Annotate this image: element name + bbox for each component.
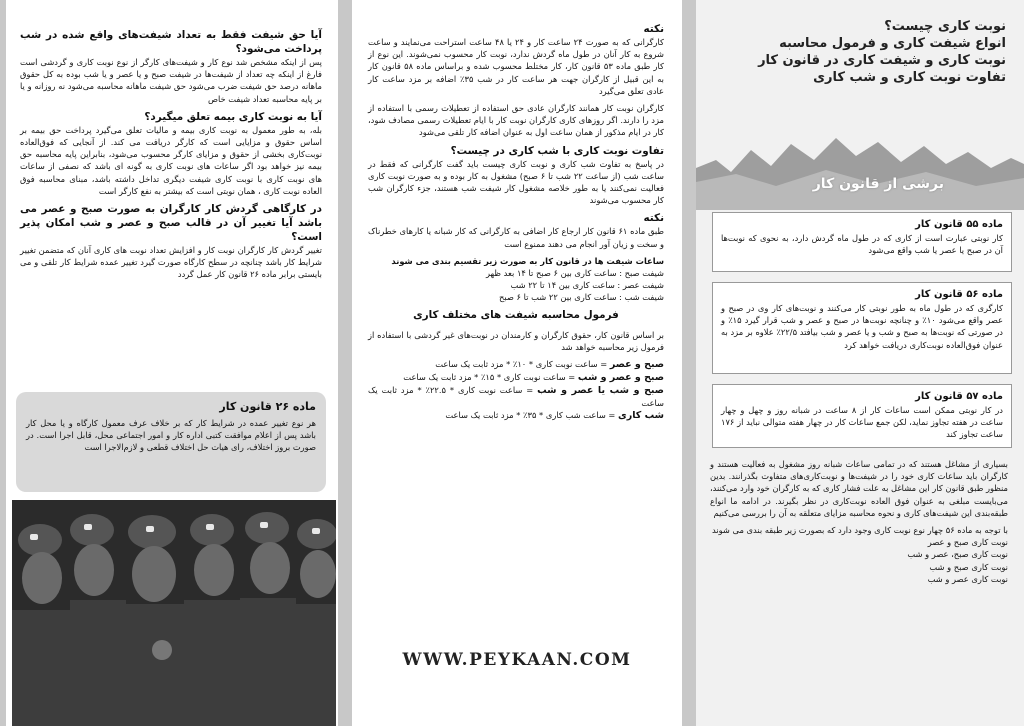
formula-line xyxy=(368,371,664,384)
article-heading: ماده ۵۶ قانون کار xyxy=(915,289,1003,300)
shift-type-item: نوبت کاری صبح، عصر و شب xyxy=(907,549,1008,560)
intro-paragraph: بسیاری از مشاغل هستند که در تمامی ساعات شبانه روز مشغول به فعالیت هستند و کارگران باید ساعات کاری خود را در شیفت‌ها و نوبت‌کاری‌های متفاوت بگذرانند. بدین منظور طبق قانون کار این مشاغل به علت فشار کاری که به کارگران خود وارد می‌کنند، می‌بایست مبلغی به عنوان فوق العاده نوبت‌کاری در نظر بگیرند. در ادامه ما انواع طبقه‌بندی این شیفت‌های کاری و نحوه محاسبه مزایای متعلقه به آن را بررسی می‌کنیم xyxy=(710,459,1008,518)
left-content xyxy=(20,28,322,281)
formula-line xyxy=(368,409,664,422)
section-heading: تفاوت نوبت کاری با شب کاری در چیست؟ xyxy=(450,144,664,157)
shift-type-item: نوبت کاری صبح و عصر xyxy=(927,537,1008,548)
left-panel xyxy=(6,0,338,726)
question-answer: تغییر گردش کار کارگران نوبت کار و افزایش تعداد نوبت های کاری آنان که متضمن تغییر شرایط کار باشد چنانچه در سطح کارگاه صورت گیرد تغییر عمده شرایط کار تلقی و می بایستی برابر ماده ۲۶ قانون کار عمل گردد xyxy=(20,245,322,280)
question-heading: آیا به نوبت کاری بیمه تعلق میگیرد؟ xyxy=(144,110,322,123)
formula-label: صبح و عصر xyxy=(609,359,664,371)
miners-photo xyxy=(12,500,336,726)
main-title xyxy=(714,18,1006,86)
formula-text: = ساعت نوبت کاری * ۲۲.۵٪ * مزد ثابت یک ساعت xyxy=(368,385,664,409)
middle-panel xyxy=(352,0,682,726)
article-text: کار نوبتی عبارت است از کاری که در طول ماه گردش دارد، به نحوی که نوبت‌ها آن در صبح یا عصر یا شب واقع می‌شود xyxy=(721,233,1003,256)
mountain-graphic xyxy=(696,130,1024,210)
formula-text: = ساعت نوبت کاری * ۱۵٪ * مزد ثابت یک ساعت xyxy=(403,372,576,383)
question-answer: بله، به طور معمول به نوبت کاری بیمه و مالیات تعلق می‌گیرد پرداخت حق بیمه بر اساس حقوق و مزایایی است که کارگر دریافت می کند. از آنجایی که فوق‌العاده نوبت‌کاری بخشی از حقوق و مزایای کارگر محسوب می‌شود، بنابراین پایه محاسبه حق بیمه نیز خواهد بود اگر ساعات های نوبت کاری به گونه ای باشد که نصفی از ساعات های نوبت کاری با نوبت کاری شیفت دیگری تداخل داشته باشد، مبنای محاسبه فوق العاده نوبت کاری ، همان نوبتی است که بیشتر به نفع کارگر است xyxy=(20,124,322,196)
formula-line xyxy=(368,358,664,371)
formula-text: = ساعت شب کاری * ۳۵٪ * مزد ثابت یک ساعت xyxy=(445,410,616,421)
article-heading: ماده ۵۵ قانون کار xyxy=(915,219,1003,230)
shift-type-item: نوبت کاری صبح و شب xyxy=(929,561,1008,572)
intro-section xyxy=(710,458,1008,585)
formula-line xyxy=(368,384,664,409)
article-text: در کار نوبتی ممکن است ساعات کار از ۸ ساعت در شبانه روز و چهل و چهار ساعت در هفته تجاوز نماید، لکن جمع ساعات کار در چهار هفته متوالی نباید از ۱۷۶ ساعت تجاوز کند xyxy=(721,405,1003,440)
article-text: هر نوع تغییر عمده در شرایط کار که بر خلاف عرف معمول کارگاه و یا محل کار باشد پس از اعلام موافقت کتبی اداره کار و امور اجتماعی محل، قابل اجرا است. در صورت بروز اختلاف، رای هیات حل اختلاف قطعی و لازم‌الاجرا است xyxy=(26,418,316,453)
holiday-paragraph: کارگران نوبت کار همانند کارگران عادی حق استفاده از تعطیلات رسمی با استفاده از مزد را دارند. اگر روزهای کاری کارگران نوبت کار با ایام تعطیلات رسمی مصادف شود، کار در ایام مذکور از همان ساعت اول به عنوان اضافه کار تلقی می‌شود xyxy=(368,103,664,138)
formula-label: صبح و شب یا عصر و شب xyxy=(537,385,664,397)
question-heading: در کارگاهی گردش کار کارگران به صورت صبح و عصر می باشد آیا تغییر آن در قالب صبح و عصر و شب امکان پذیر است؟ xyxy=(20,203,322,244)
title-line: تفاوت نوبت کاری و شب کاری xyxy=(813,70,1006,85)
hours-line: شیفت صبح : ساعت کاری بین ۶ صبح تا ۱۴ بعد ظهر xyxy=(485,268,664,279)
website-link[interactable]: WWW.PEYKAAN.COM xyxy=(402,650,632,670)
hours-line: شیفت عصر : ساعت کاری بین ۱۴ تا ۲۲ شب xyxy=(510,280,664,291)
article-56-card xyxy=(712,282,1012,374)
article-heading: ماده ۵۷ قانون کار xyxy=(915,391,1003,402)
formula-label: صبح و عصر و شب xyxy=(577,372,664,384)
formula-label: شب کاری xyxy=(618,410,664,422)
hours-heading: ساعات شیفت ها در قانون کار به صورت زیر تقسیم بندی می شوند xyxy=(391,255,664,266)
formula-intro: بر اساس قانون کار، حقوق کارگران و کارمندان در نوبت‌های غیر گردشی با استفاده از فرمول زیر محاسبه خواهد شد xyxy=(368,329,664,352)
middle-content xyxy=(368,22,664,422)
formula-heading: فرمول محاسبه شیفت های مختلف کاری xyxy=(413,308,619,321)
shift-type-item: نوبت کاری عصر و شب xyxy=(927,573,1008,584)
note-text: کارگرانی که به صورت ۲۴ ساعت کار و ۲۴ یا ۴۸ ساعت استراحت می‌نمایند و ساعت شروع به کار آنان در طول ماه گردش ندارد، نوبت کار محسوب نمی‌شوند. این نوع از کار طبق ماده ۵۳ قانون کار، کار مختلط محسوب شده و براساس ماده ۵۸ قانون کار به این قبیل از کارگران جهت هر ساعت کار در شب ۳۵٪ اضافه بر مزد ساعت کار عادی تعلق می‌گیرد xyxy=(368,37,664,96)
article-26-box xyxy=(16,392,326,492)
article-text: کارگری که در طول ماه به طور نوبتی کار می‌کنند و نوبت‌های کار وی در صبح و عصر واقع می‌شود ۱۰٪ و چنانچه نوبت‌ها در صبح و عصر و شب قرار گیرد ۱۵٪ و در صورتی که نوبت‌ها به صبح و شب و یا عصر و شب بیافتد ۲۲/۵٪ علاوه بر مزد به عنوان فوق‌العاده نوبت‌کاری دریافت خواهد کرد xyxy=(721,303,1003,350)
right-panel xyxy=(696,0,1024,726)
title-line: انواع شیفت کاری و فرمول محاسبه xyxy=(779,36,1006,51)
article-heading: ماده ۲۶ قانون کار xyxy=(219,400,316,413)
shift-types-intro: با توجه به ماده ۵۶ چهار نوع نوبت کاری وجود دارد که بصورت زیر طبقه بندی می شوند xyxy=(711,525,1008,536)
article-55-card xyxy=(712,212,1012,272)
section-text: در پاسخ به تفاوت شب کاری و نوبت کاری چیست باید گفت کارگرانی که فقط در ساعت شب (از ساعت ۲۲ شب تا ۶ صبح) مشغول به کار بوده و به صورت نوبت کاری فعالیت نمی‌کنند یا به طور خلاصه مشغول کار شیفت شب هستند، جزء کارگران شب کار محسوب می‌شوند xyxy=(368,158,665,206)
formula-text: = ساعت نوبت کاری * ۱۰٪ * مزد ثابت یک ساعت xyxy=(435,359,608,370)
banner-label: برشی از قانون کار xyxy=(812,176,944,192)
title-line: نوبت کاری و شیفت کاری در قانون کار xyxy=(758,53,1006,68)
question-answer: پس از اینکه مشخص شد نوع کار و شیفت‌های کارگر از نوع نوبت کاری و گردشی است فارغ از اینکه چه تعداد از شیفت‌ها در شیفت صبح و یا عصر و یا شب بوده به کل حقوق ماهانه درصد حق شیفت ضرب می‌شود حق شیفت ماهانه محاسبه می‌شود نه روزانه و یا بر پایه محاسبه تعداد شیفت خاص xyxy=(20,57,322,104)
article-57-card xyxy=(712,384,1012,448)
note-heading: نکته xyxy=(643,23,664,35)
title-line: نوبت کاری چیست؟ xyxy=(884,19,1006,34)
note-heading: نکته xyxy=(643,212,664,225)
hours-line: شیفت شب : ساعت کاری بین ۲۲ شب تا ۶ صبح xyxy=(499,292,664,303)
question-heading: آیا حق شیفت فقط به تعداد شیفت‌های واقع شده در شب پرداخت می‌شود؟ xyxy=(20,29,322,55)
note-text: طبق ماده ۶۱ قانون کار ارجاع کار اضافی به کارگرانی که کار شبانه یا کارهای خطرناک و سخت و زیان آور انجام می دهند ممنوع است xyxy=(368,226,664,249)
